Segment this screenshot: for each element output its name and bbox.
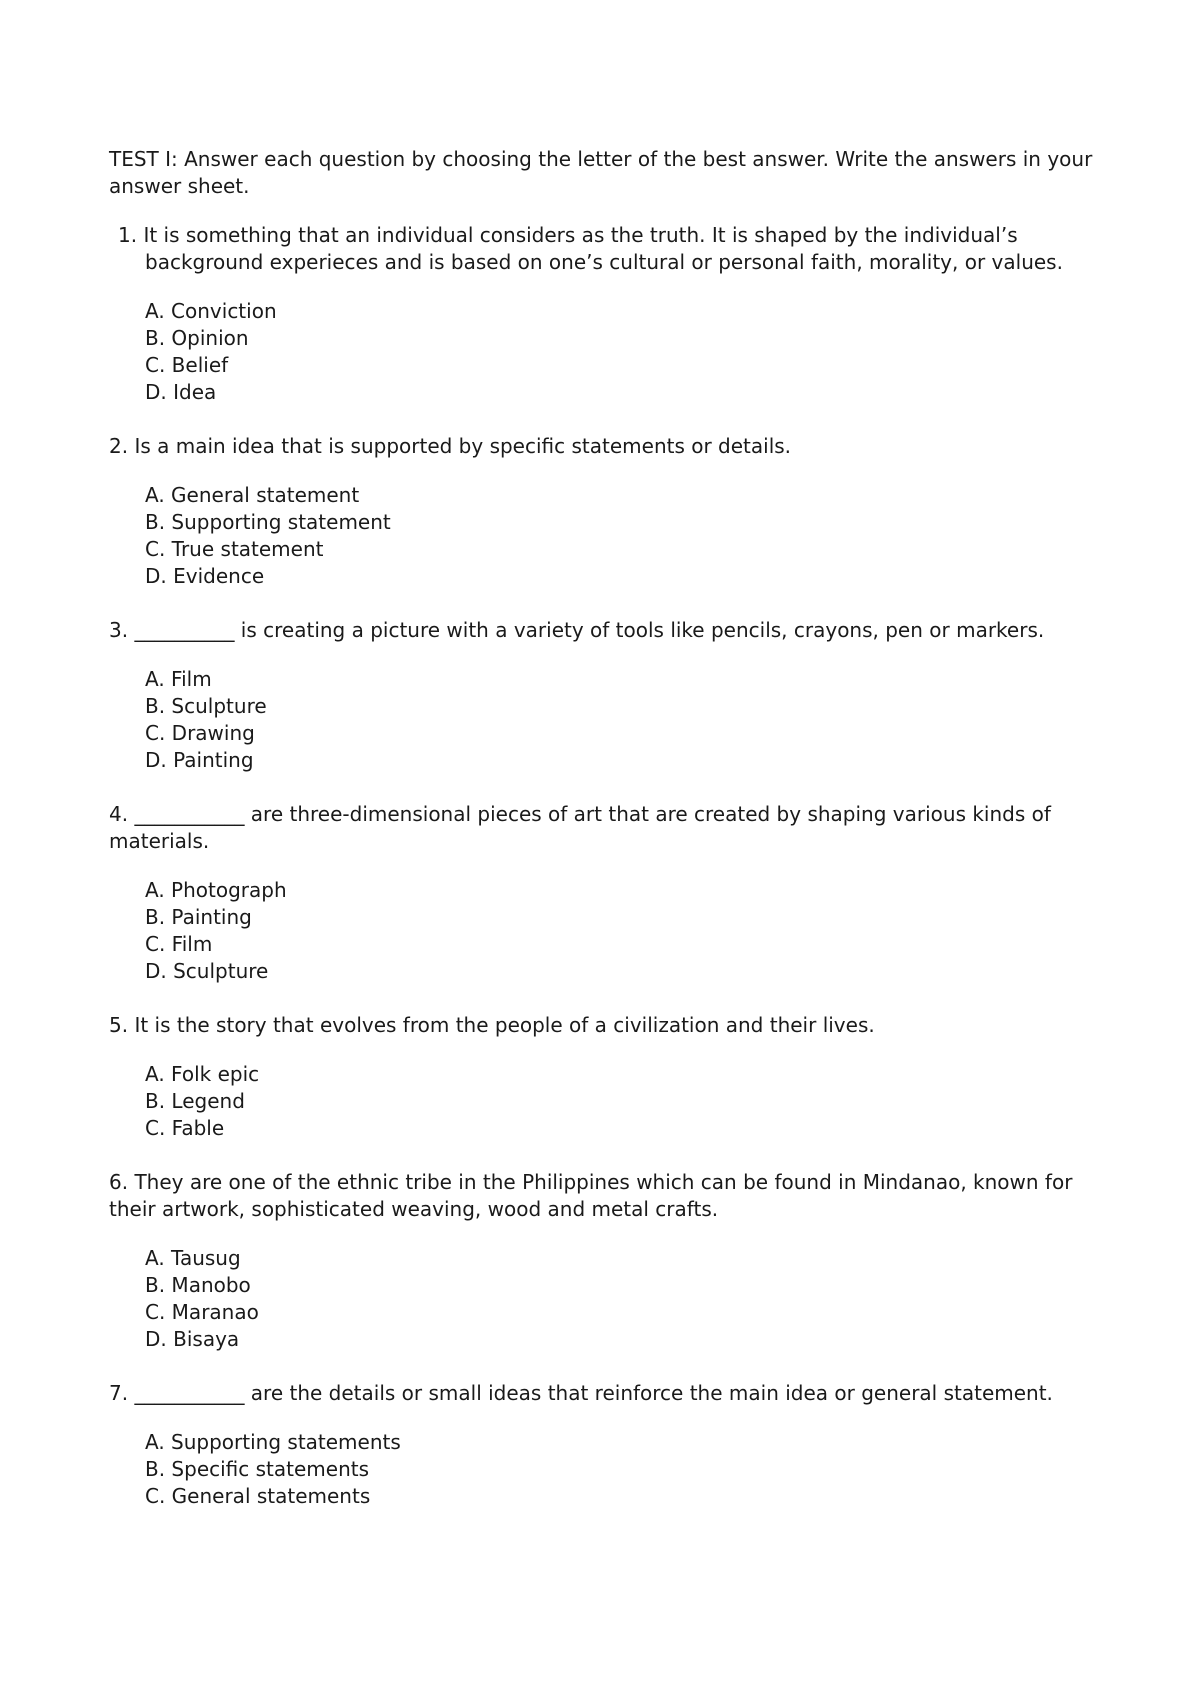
choice: A. General statement (145, 483, 360, 507)
choice: D. Sculpture (145, 959, 269, 983)
question-3-choices (145, 666, 1109, 774)
choice: A. Conviction (145, 299, 277, 323)
choice: B. Legend (145, 1089, 245, 1113)
test-document (109, 146, 1109, 1537)
choice: C. Film (145, 932, 213, 956)
question-2-text: 2. Is a main idea that is supported by specific statements or details. (109, 434, 792, 458)
choice: B. Opinion (145, 326, 249, 350)
choice: D. Evidence (145, 564, 265, 588)
choice: B. Specific statements (145, 1457, 370, 1481)
question-5-text: 5. It is the story that evolves from the people of a civilization and their lives. (109, 1013, 875, 1037)
choice: A. Tausug (145, 1246, 241, 1270)
choice: B. Supporting statement (145, 510, 391, 534)
question-6-choices (145, 1245, 1109, 1353)
question-5-choices (145, 1061, 1109, 1142)
choice: D. Bisaya (145, 1327, 240, 1351)
choice: A. Film (145, 667, 212, 691)
choice: C. General statements (145, 1484, 371, 1508)
choice: C. Drawing (145, 721, 255, 745)
question-4-text: 4. ___________ are three-dimensional pieces of art that are created by shaping various kinds of materials. (109, 802, 1051, 853)
question-4-choices (145, 877, 1109, 985)
choice: C. Maranao (145, 1300, 259, 1324)
question-7-text: 7. ___________ are the details or small ideas that reinforce the main idea or general statement. (109, 1381, 1053, 1405)
choice: C. Fable (145, 1116, 225, 1140)
question-6-text: 6. They are one of the ethnic tribe in the Philippines which can be found in Mindanao, known for their artwork, sophisticated weaving, wood and metal crafts. (109, 1170, 1073, 1221)
choice: A. Photograph (145, 878, 287, 902)
choice: B. Painting (145, 905, 252, 929)
choice: D. Painting (145, 748, 254, 772)
question-2-choices (145, 482, 1109, 590)
choice: C. True statement (145, 537, 324, 561)
choice: A. Supporting statements (145, 1430, 401, 1454)
choice: B. Sculpture (145, 694, 267, 718)
choice: B. Manobo (145, 1273, 251, 1297)
choice: D. Idea (145, 380, 217, 404)
question-3-text: 3. __________ is creating a picture with a variety of tools like pencils, crayons, pen or markers. (109, 618, 1045, 642)
question-7-choices (145, 1429, 1109, 1510)
question-1-text: 1. It is something that an individual considers as the truth. It is shaped by the individual’s background experieces and is based on one’s cultural or personal faith, morality, or values. (118, 223, 1063, 274)
test-instructions: TEST I: Answer each question by choosing the letter of the best answer. Write the answers in your answer sheet. (109, 147, 1093, 198)
choice: C. Belief (145, 353, 229, 377)
question-1-choices (145, 298, 1109, 406)
choice: A. Folk epic (145, 1062, 260, 1086)
